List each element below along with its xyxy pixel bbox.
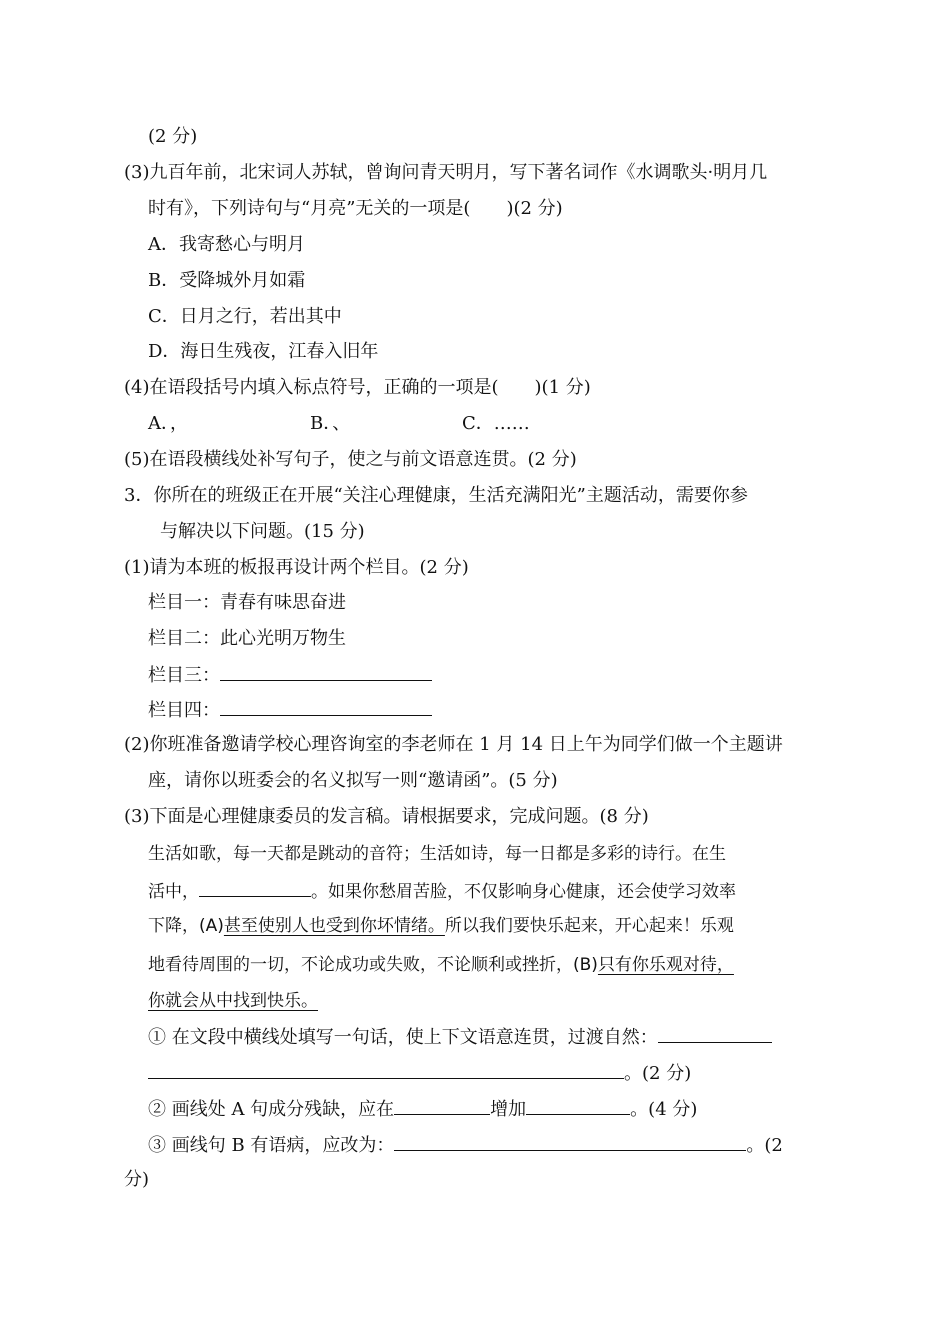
task-1-line2 [148, 1060, 691, 1086]
task-2-score: 。(4 分) [630, 1099, 698, 1120]
speech-line4 [148, 953, 734, 977]
task-3-line2: 分) [124, 1169, 150, 1190]
task-1-blank-a[interactable] [658, 1024, 772, 1043]
speech-text: 地看待周围的一切，不论成功或失败，不论顺利或挫折，(B) [148, 955, 598, 975]
task-2 [148, 1096, 697, 1122]
task-3-blank[interactable] [394, 1132, 746, 1151]
option-d: D．海日生残夜，江春入旧年 [148, 341, 379, 362]
question-4-line1: 3．你所在的班级正在开展“关注心理健康，生活充满阳光”主题活动，需要你参 [124, 485, 748, 506]
column-3 [148, 662, 432, 688]
speech-text: 。如果你愁眉苦脸，不仅影响身心健康，还会使学习效率 [311, 882, 736, 902]
question-text: (4)在语段括号内填入标点符号，正确的一项是( [124, 377, 499, 398]
speech-line5: 你就会从中找到快乐。 [148, 991, 318, 1011]
speech-text: 下降，(A) [148, 916, 224, 936]
task-2-text: ② 画线处 A 句成分残缺，应在 [148, 1099, 395, 1120]
column-1: 栏目一：青春有味思奋进 [148, 592, 346, 613]
option-c: C．日月之行，若出其中 [148, 306, 342, 327]
task-2-blank-a[interactable] [394, 1096, 490, 1115]
task-2-text: 增加 [490, 1099, 527, 1120]
task-3-text: ③ 画线句 B 有语病，应改为： [148, 1135, 395, 1156]
column-4 [148, 697, 432, 723]
underlined-sentence-b: 只有你乐观对待， [597, 955, 734, 975]
score-text: )(2 分) [506, 198, 563, 219]
question-3-3-line2 [148, 197, 563, 221]
task-1-text: ① 在文段中横线处填写一句话，使上下文语意连贯，过渡自然： [148, 1027, 658, 1048]
task-2-blank-b[interactable] [526, 1096, 630, 1115]
task-1-blank-b[interactable] [148, 1060, 624, 1079]
column-4-blank[interactable] [220, 697, 432, 716]
column-2: 栏目二：此心光明万物生 [148, 628, 346, 649]
task-3-line1 [148, 1132, 783, 1158]
task-1-score: 。(2 分) [624, 1063, 692, 1084]
speech-blank[interactable] [199, 878, 311, 897]
subquestion-3: (3)下面是心理健康委员的发言稿。请根据要求，完成问题。(8 分) [124, 806, 649, 827]
option-b: B．受降城外月如霜 [148, 270, 306, 291]
speech-line3 [148, 914, 734, 938]
question-3-4 [124, 376, 591, 400]
option-a: A．我寄愁心与明月 [148, 234, 305, 255]
task-3-score: 。(2 [746, 1135, 783, 1156]
subquestion-2-line2: 座，请你以班委会的名义拟写一则“邀请函”。(5 分) [148, 770, 558, 791]
question-4-line2: 与解决以下问题。(15 分) [160, 521, 365, 542]
subquestion-1: (1)请为本班的板报再设计两个栏目。(2 分) [124, 557, 469, 578]
option-a-punct: A．， [148, 413, 188, 434]
column-3-label: 栏目三： [148, 665, 220, 686]
option-c-punct: C．…… [462, 413, 530, 434]
underlined-sentence-a: 甚至使别人也受到你坏情绪。 [223, 916, 445, 936]
task-1-line1 [148, 1024, 772, 1050]
speech-text: 活中， [148, 882, 199, 902]
option-b-punct: B．、 [310, 413, 351, 434]
score-text: )(1 分) [534, 377, 591, 398]
speech-line2 [148, 878, 736, 904]
question-3-3-line1: (3)九百年前，北宋词人苏轼，曾询问青天明月，写下著名词作《水调歌头·明月几 [124, 162, 768, 183]
subquestion-2-line1: (2)你班准备邀请学校心理咨询室的李老师在 1 月 14 日上午为同学们做一个主题讲 [124, 734, 783, 755]
column-3-blank[interactable] [220, 662, 432, 681]
score-note: (2 分) [148, 126, 198, 147]
question-text: 时有》，下列诗句与“月亮”无关的一项是( [148, 198, 471, 219]
column-4-label: 栏目四： [148, 700, 220, 721]
question-3-5: (5)在语段横线处补写句子，使之与前文语意连贯。(2 分) [124, 449, 577, 470]
speech-line1: 生活如歌，每一天都是跳动的音符；生活如诗，每一日都是多彩的诗行。在生 [148, 844, 726, 864]
speech-text: 所以我们要快乐起来，开心起来！乐观 [444, 916, 734, 936]
